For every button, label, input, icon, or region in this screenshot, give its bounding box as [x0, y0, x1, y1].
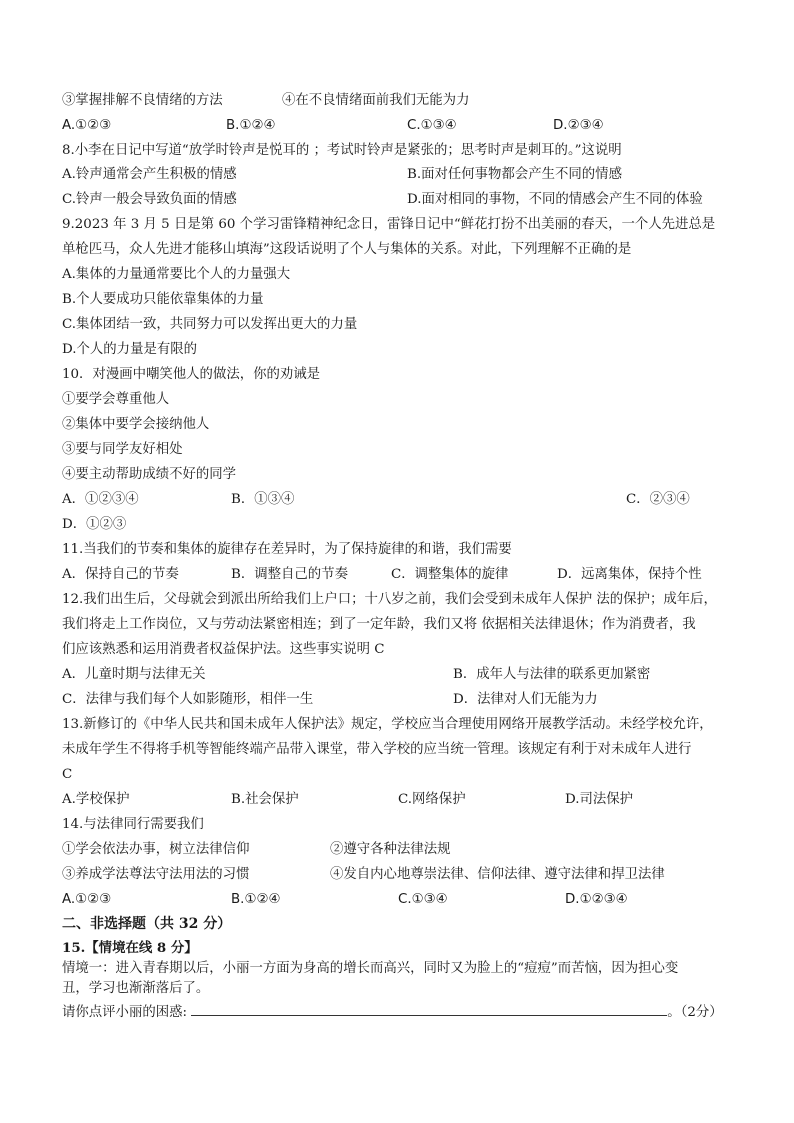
q8-option-c: C.铃声一般会导致负面的情感 — [62, 192, 237, 207]
q14-statement-4: ④发自内心地尊崇法律、信仰法律、遵守法律和捍卫法律 — [330, 867, 665, 882]
q7-option-d: D.②③④ — [553, 118, 604, 133]
q10-statement-3: ③要与同学友好相处 — [62, 442, 183, 457]
q11-stem: 11.当我们的节奏和集体的旋律存在差异时，为了保持旋律的和谐，我们需要 — [62, 542, 512, 557]
q11-option-d: D．远离集体，保持个性 — [557, 567, 702, 582]
q12-option-a: A．儿童时期与法律无关 — [62, 667, 206, 682]
q9-stem-line-1: 9.2023 年 3 月 5 日是第 60 个学习雷锋精神纪念日，雷锋日记中“鲜花打扮不出美丽的春天，一个人先进总是 — [62, 217, 716, 232]
q13-option-c: C.网络保护 — [398, 792, 466, 807]
q14-option-c: C.①③④ — [398, 892, 448, 907]
q7-option-a: A.①②③ — [62, 118, 112, 133]
q14-statement-3: ③养成学法尊法守法用法的习惯 — [62, 867, 250, 882]
q12-option-c: C．法律与我们每个人如影随形，相伴一生 — [62, 692, 314, 707]
q13-option-b: B.社会保护 — [231, 792, 299, 807]
q14-statement-2: ②遵守各种法律法规 — [330, 842, 451, 857]
q13-stem-line-3: C — [62, 767, 73, 782]
q12-stem-line-3: 们应该熟悉和运用消费者权益保护法。这些事实说明 C — [62, 642, 385, 657]
q10-stem: 10．对漫画中嘲笑他人的做法，你的劝诫是 — [62, 367, 321, 382]
q9-stem-line-2: 单枪匹马，众人先进才能移山填海”这段话说明了个人与集体的关系。对此，下列理解不正确的是 — [62, 242, 632, 257]
q10-option-d: D．①②③ — [62, 517, 127, 532]
q10-option-b: B．①③④ — [231, 492, 295, 507]
q8-option-d: D.面对相同的事物，不同的情感会产生不同的体验 — [407, 192, 703, 207]
q10-statement-4: ④要主动帮助成绩不好的同学 — [62, 467, 237, 482]
q7-statement-4: ④在不良情绪面前我们无能为力 — [282, 93, 470, 108]
q9-option-c: C.集体团结一致，共同努力可以发挥出更大的力量 — [62, 317, 358, 332]
q9-option-b: B.个人要成功只能依靠集体的力量 — [62, 292, 264, 307]
q14-stem: 14.与法律同行需要我们 — [62, 817, 204, 832]
section-2-title: 二、非选择题（共 32 分） — [62, 916, 232, 932]
q14-option-a: A.①②③ — [62, 892, 112, 907]
q11-option-c: C．调整集体的旋律 — [391, 567, 509, 582]
q8-option-b: B.面对任何事物都会产生不同的情感 — [407, 167, 622, 182]
q7-option-c: C.①③④ — [407, 118, 457, 133]
q9-option-a: A.集体的力量通常要比个人的力量强大 — [62, 267, 291, 282]
q14-option-b: B.①②④ — [231, 892, 281, 907]
q13-option-a: A.学校保护 — [62, 792, 130, 807]
q15-scenario-line-2: 丑，学习也渐渐落后了。 — [62, 981, 210, 996]
q14-option-d: D.①②③④ — [565, 892, 628, 907]
q13-stem-line-2: 未成年学生不得将手机等智能终端产品带入课堂，带入学校的应当统一管理。该规定有利于对未成年人进行 — [62, 742, 692, 757]
q11-option-a: A．保持自己的节奏 — [62, 567, 179, 582]
q12-stem-line-1: 12.我们出生后，父母就会到派出所给我们上户口；十八岁之前，我们会受到未成年人保护 法的保护；成年后， — [62, 592, 717, 607]
q9-option-d: D.个人的力量是有限的 — [62, 342, 198, 357]
q10-option-c: C．②③④ — [626, 492, 690, 507]
q12-option-d: D．法律对人们无能为力 — [453, 692, 598, 707]
q8-option-a: A.铃声通常会产生积极的情感 — [62, 167, 237, 182]
q15-prompt: 请你点评小丽的困惑: — [62, 1005, 188, 1020]
q13-option-d: D.司法保护 — [565, 792, 634, 807]
q15-score: 。（2分） — [667, 1005, 723, 1020]
q10-option-a: A．①②③④ — [62, 492, 139, 507]
q15-title: 15.【情境在线 8 分】 — [62, 940, 198, 956]
q7-option-b: B.①②④ — [226, 118, 276, 133]
q10-statement-2: ②集体中要学会接纳他人 — [62, 417, 210, 432]
q14-statement-1: ①学会依法办事，树立法律信仰 — [62, 842, 250, 857]
q15-scenario-line-1: 情境一：进入青春期以后，小丽一方面为身高的增长而高兴，同时又为脸上的“痘痘”而苦恼，因为担心变 — [62, 961, 679, 976]
q15-answer-blank[interactable] — [191, 1001, 667, 1016]
q15-answer-row — [62, 1001, 723, 1022]
q10-statement-1: ①要学会尊重他人 — [62, 392, 170, 407]
q7-statement-3: ③掌握排解不良情绪的方法 — [62, 93, 223, 108]
q8-stem: 8.小李在日记中写道“放学时铃声是悦耳的 ；考试时铃声是紧张的；思考时声是刺耳的。”这说明 — [62, 143, 622, 158]
q12-stem-line-2: 我们将走上工作岗位，又与劳动法紧密相连；到了一定年龄，我们又将 依据相关法律退休；作为消费者，我 — [62, 617, 696, 632]
q12-option-b: B．成年人与法律的联系更加紧密 — [453, 667, 651, 682]
q11-option-b: B．调整自己的节奏 — [231, 567, 348, 582]
q13-stem-line-1: 13.新修订的《中华人民共和国未成年人保护法》规定，学校应当合理使用网络开展教学活动。未经学校允许， — [62, 717, 713, 732]
